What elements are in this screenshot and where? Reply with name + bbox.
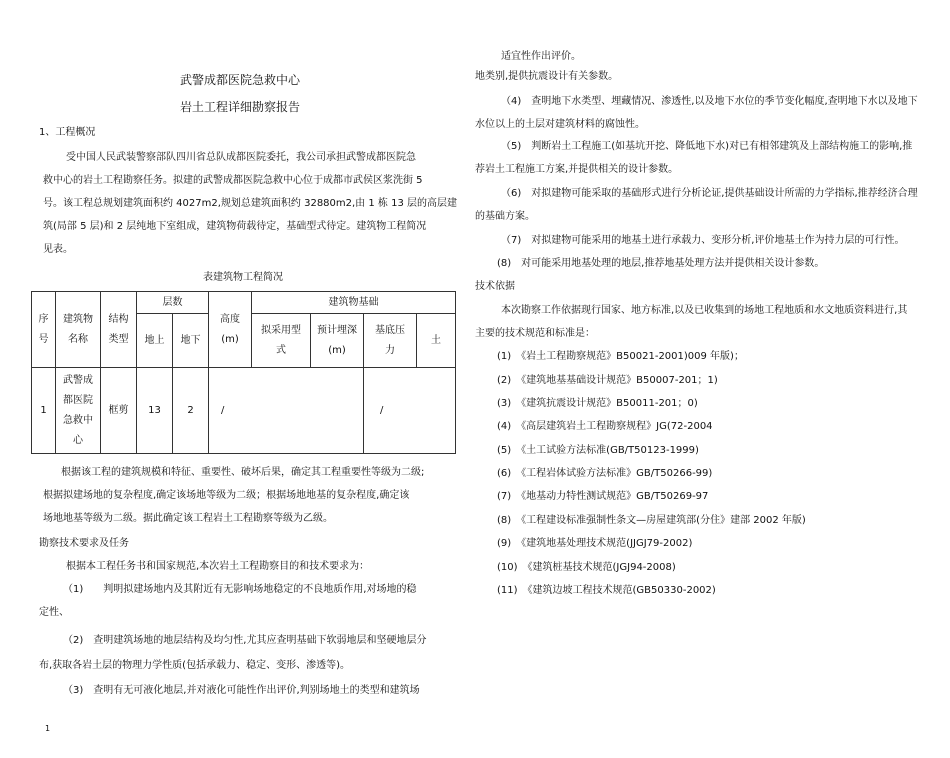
- header-soil: 土: [417, 314, 456, 368]
- header-struct: 结构类型: [101, 292, 137, 368]
- req-item: 荐岩土工程施工方案,并提供相关的设计参数。: [475, 164, 679, 175]
- req-item: 水位以上的土层对建筑材料的腐蚀性。: [475, 119, 645, 130]
- requirements-line: （2) 查明建筑场地的地层结构及均匀性,尤其应查明基础下软弱地层和坚硬地层分: [63, 635, 427, 646]
- reference-item: (2) 《建筑地基基础设计规范》B50007-201；1): [497, 375, 718, 386]
- section-heading-requirements: 勘察技术要求及任务: [39, 538, 129, 549]
- section-heading-basis: 技术依据: [475, 281, 515, 292]
- header-name: 建筑物名称: [56, 292, 101, 368]
- grade-line: 根据该工程的建筑规模和特征、重要性、破坏后果，确定其工程重要性等级为二级;: [61, 467, 425, 478]
- grade-line: 根据拟建场地的复杂程度,确定该场地等级为二级；根据场地地基的复杂程度,确定该: [43, 490, 410, 501]
- req-item: (8) 对可能采用地基处理的地层,推荐地基处理方法并提供相关设计参数。: [497, 258, 825, 269]
- header-seq: 序号: [32, 292, 56, 368]
- req-item: （7) 对拟建物可能采用的地基土进行承载力、变形分析,评价地基土作为持力层的可行性。: [501, 235, 905, 246]
- req-item: （5) 判断岩土工程施工(如基坑开挖、降低地下水)对已有相邻建筑及上部结构施工的影响,推: [501, 141, 913, 152]
- reference-item: (6) 《工程岩体试验方法标准》GB/T50266-99): [497, 468, 713, 479]
- header-below: 地下: [173, 314, 209, 368]
- reference-item: (1) 《岩土工程勘察规范》B50021-2001)009 年版)；: [497, 351, 744, 362]
- req-item: 的基础方案。: [475, 211, 535, 222]
- header-foundation: 建筑物基础: [252, 292, 456, 314]
- table-caption: 表建筑物工程简况: [203, 272, 283, 283]
- cont-line: 地类别,提供抗震设计有关参数。: [475, 71, 619, 82]
- reference-item: (3) 《建筑抗震设计规范》B50011-201；0): [497, 398, 698, 409]
- req-item: （6) 对拟建物可能采取的基础形式进行分析论证,提供基础设计所需的力学指标,推荐经济合理: [501, 188, 918, 199]
- header-pressure: 基底压力: [364, 314, 417, 368]
- requirements-line: 布,获取各岩土层的物理力学性质(包括承载力、稳定、变形、渗透等)。: [39, 660, 350, 671]
- overview-line: 受中国人民武装警察部队四川省总队成都医院委托，我公司承担武警成都医院急: [66, 152, 416, 163]
- req-item: （4) 查明地下水类型、埋藏情况、渗透性,以及地下水位的季节变化幅度,查明地下水以及地下: [501, 96, 918, 107]
- reference-item: (10) 《建筑桩基技术规范(JGJ94-2008): [497, 562, 676, 573]
- report-title-line2: 岩土工程详细勘察报告: [180, 100, 301, 114]
- cont-line: 适宜性作出评价。: [501, 51, 581, 62]
- row-pressure: /: [364, 368, 456, 454]
- grade-line: 场地地基等级为二级。据此确定该工程岩土工程勘察等级为乙级。: [43, 513, 333, 524]
- row-seq: 1: [32, 368, 56, 454]
- reference-item: (8) 《工程建设标准强制性条文—房屋建筑部(分住》建部 2002 年版): [497, 515, 806, 526]
- section-heading-overview: 1、工程概况: [39, 127, 96, 138]
- overview-line: 见表。: [43, 244, 73, 255]
- row-above: 13: [137, 368, 173, 454]
- header-above: 地上: [137, 314, 173, 368]
- basis-line: 主要的技术规范和标准是：: [475, 328, 595, 339]
- reference-item: (5) 《土工试验方法标准(GB/T50123-1999): [497, 445, 699, 456]
- report-title-line1: 武警成都医院急救中心: [180, 73, 301, 87]
- building-table: [31, 291, 456, 454]
- header-foundation-type: 拟采用型式: [252, 314, 311, 368]
- overview-line: 筑(局部 5 层)和 2 层纯地下室组成，建筑物荷载待定，基础型式待定。建筑物工程简况: [43, 221, 427, 232]
- row-struct: 框剪: [101, 368, 137, 454]
- requirements-line: （3) 查明有无可液化地层,并对液化可能性作出评价,判别场地土的类型和建筑场: [63, 685, 420, 696]
- overview-line: 号。该工程总规划建筑面积约 4027m2,规划总建筑面积约 32880m2,由 1 栋 13 层的高层建: [43, 198, 457, 209]
- row-name: 武警成都医院急救中心: [56, 368, 101, 454]
- requirements-line: （1) 判明拟建场地内及其附近有无影响场地稳定的不良地质作用,对场地的稳: [63, 584, 417, 595]
- requirements-line: 根据本工程任务书和国家规范,本次岩土工程勘察目的和技术要求为：: [66, 561, 370, 572]
- header-depth: 预计埋深(m): [311, 314, 364, 368]
- reference-item: (7) 《地基动力特性测试规范》GB/T50269-97: [497, 491, 709, 502]
- header-height: 高度(m): [209, 292, 252, 368]
- overview-line: 救中心的岩土工程勘察任务。拟建的武警成都医院急救中心位于成都市武侯区浆洗街 5: [43, 175, 423, 186]
- reference-item: (4) 《高层建筑岩土工程勘察规程》JG(72-2004: [497, 421, 713, 432]
- basis-line: 本次勘察工作依据现行国家、地方标准,以及已收集到的场地工程地质和水文地质资料进行,其: [501, 305, 908, 316]
- page-number: 1: [45, 724, 51, 733]
- row-below: 2: [173, 368, 209, 454]
- row-height: /: [209, 368, 364, 454]
- requirements-line: 定性、: [39, 607, 69, 618]
- reference-item: (11) 《建筑边坡工程技术规范(GB50330-2002): [497, 585, 716, 596]
- header-floors: 层数: [137, 292, 209, 314]
- reference-item: (9) 《建筑地基处理技术规范(JJGJ79-2002): [497, 538, 693, 549]
